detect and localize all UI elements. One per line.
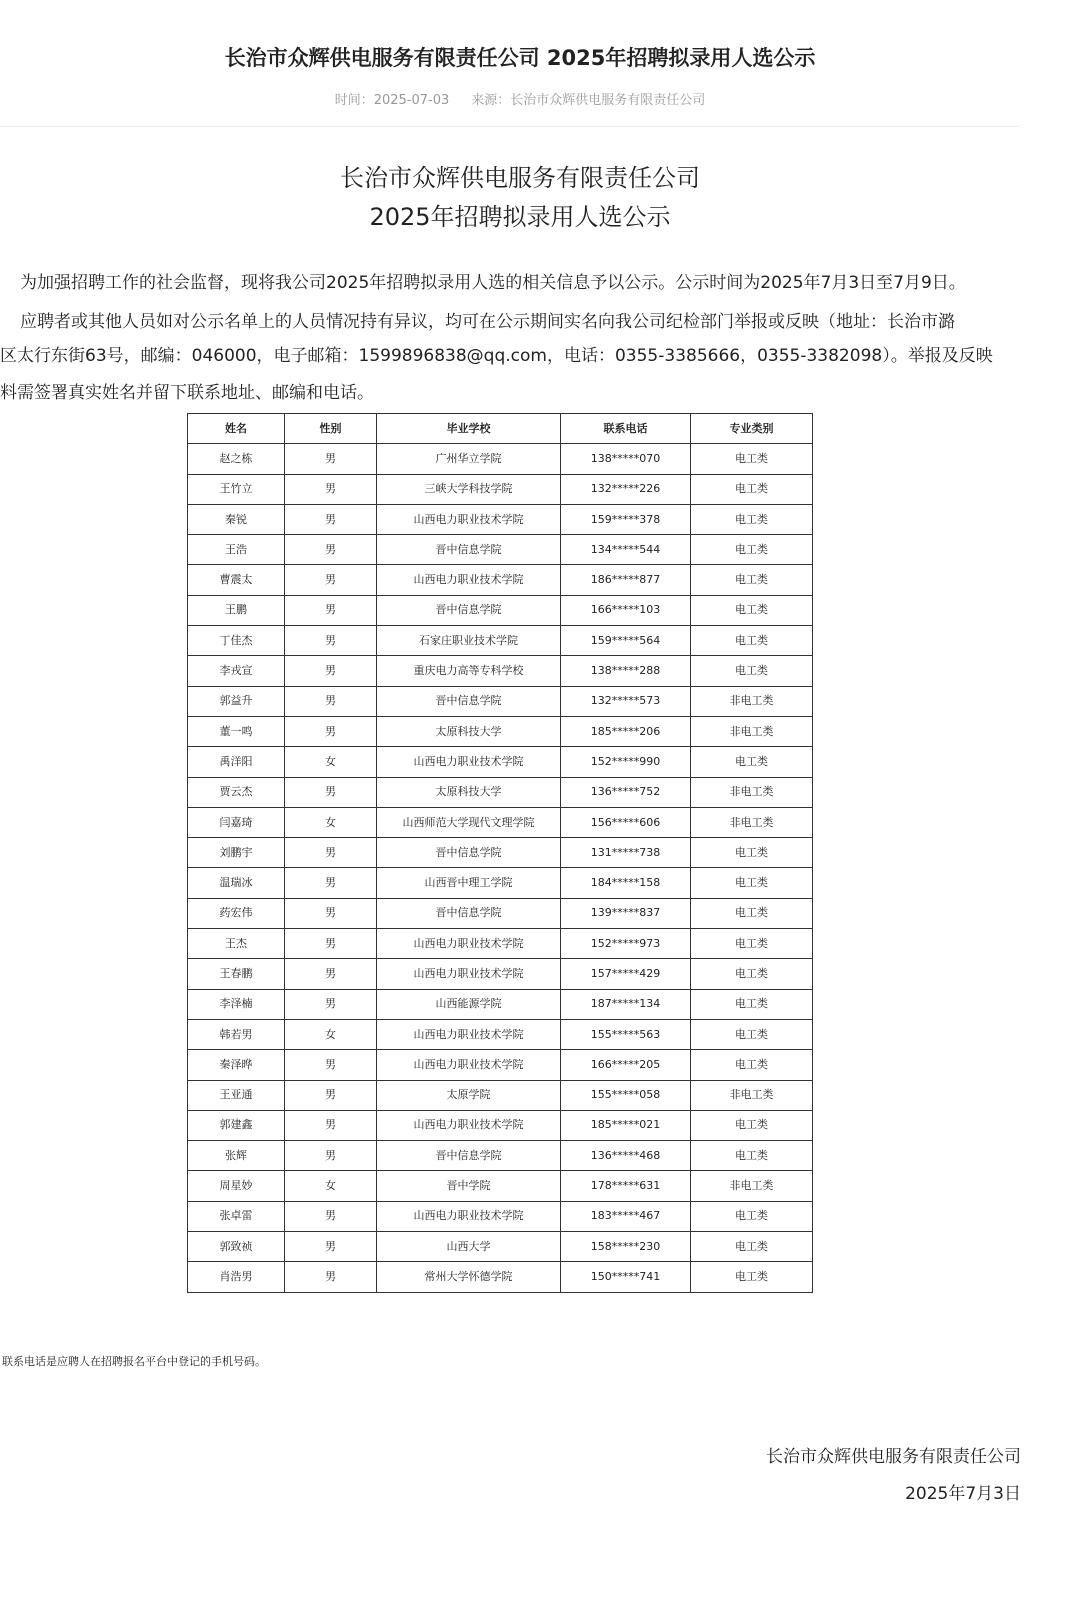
cell-name: 王亚通 [188, 1080, 285, 1110]
cell-phone: 178*****631 [561, 1171, 691, 1201]
cell-major-category: 电工类 [691, 898, 813, 928]
cell-name: 秦锐 [188, 504, 285, 534]
cell-phone: 187*****134 [561, 989, 691, 1019]
cell-phone: 138*****288 [561, 656, 691, 686]
cell-major-category: 非电工类 [691, 686, 813, 716]
cell-school: 山西电力职业技术学院 [377, 929, 561, 959]
table-row [188, 444, 813, 474]
cell-gender: 男 [285, 989, 377, 1019]
cell-school: 晋中信息学院 [377, 686, 561, 716]
table-row [188, 989, 813, 1019]
cell-school: 山西电力职业技术学院 [377, 959, 561, 989]
cell-gender: 男 [285, 838, 377, 868]
cell-major-category: 非电工类 [691, 807, 813, 837]
cell-major-category: 电工类 [691, 747, 813, 777]
cell-gender: 男 [285, 444, 377, 474]
table-row [188, 565, 813, 595]
cell-name: 贾云杰 [188, 777, 285, 807]
cell-school: 广州华立学院 [377, 444, 561, 474]
cell-major-category: 电工类 [691, 1110, 813, 1140]
cell-major-category: 电工类 [691, 1019, 813, 1049]
cell-school: 山西电力职业技术学院 [377, 747, 561, 777]
source-name: 长治市众辉供电服务有限责任公司 [510, 93, 706, 108]
cell-school: 三峡大学科技学院 [377, 474, 561, 504]
cell-name: 药宏伟 [188, 898, 285, 928]
cell-school: 太原学院 [377, 1080, 561, 1110]
cell-major-category: 电工类 [691, 929, 813, 959]
cell-name: 周星妙 [188, 1171, 285, 1201]
cell-school: 晋中信息学院 [377, 595, 561, 625]
cell-school: 晋中信息学院 [377, 838, 561, 868]
cell-major-category: 电工类 [691, 959, 813, 989]
publish-date: 2025-07-03 [373, 93, 450, 108]
cell-major-category: 电工类 [691, 868, 813, 898]
table-row [188, 807, 813, 837]
header-divider [0, 126, 1020, 127]
cell-major-category: 电工类 [691, 535, 813, 565]
table-row [188, 747, 813, 777]
table-row [188, 595, 813, 625]
cell-school: 晋中信息学院 [377, 898, 561, 928]
cell-major-category: 电工类 [691, 1201, 813, 1231]
cell-name: 李泽楠 [188, 989, 285, 1019]
cell-school: 山西师范大学现代文理学院 [377, 807, 561, 837]
cell-phone: 184*****158 [561, 868, 691, 898]
table-row [188, 959, 813, 989]
cell-gender: 女 [285, 1019, 377, 1049]
cell-gender: 男 [285, 1262, 377, 1292]
table-row [188, 1050, 813, 1080]
cell-major-category: 电工类 [691, 838, 813, 868]
cell-phone: 166*****205 [561, 1050, 691, 1080]
cell-name: 王浩 [188, 535, 285, 565]
cell-phone: 158*****230 [561, 1232, 691, 1262]
cell-gender: 男 [285, 929, 377, 959]
cell-school: 太原科技大学 [377, 777, 561, 807]
cell-major-category: 电工类 [691, 656, 813, 686]
cell-phone: 183*****467 [561, 1201, 691, 1231]
cell-name: 秦泽晔 [188, 1050, 285, 1080]
header-name: 姓名 [188, 414, 285, 444]
cell-name: 李戎宣 [188, 656, 285, 686]
cell-name: 郭致祯 [188, 1232, 285, 1262]
cell-name: 曹震太 [188, 565, 285, 595]
cell-gender: 男 [285, 1080, 377, 1110]
objection-paragraph-line1: 应聘者或其他人员如对公示名单上的人员情况持有异议，均可在公示期间实名向我公司纪检部门举报或反映（地址：长治市潞 [20, 312, 955, 332]
cell-name: 闫嘉琦 [188, 807, 285, 837]
cell-major-category: 电工类 [691, 989, 813, 1019]
cell-gender: 男 [285, 626, 377, 656]
header-phone: 联系电话 [561, 414, 691, 444]
cell-phone: 155*****058 [561, 1080, 691, 1110]
table-row [188, 868, 813, 898]
cell-major-category: 电工类 [691, 474, 813, 504]
cell-phone: 138*****070 [561, 444, 691, 474]
cell-gender: 男 [285, 474, 377, 504]
cell-gender: 男 [285, 959, 377, 989]
table-row [188, 626, 813, 656]
cell-phone: 136*****468 [561, 1141, 691, 1171]
cell-name: 张辉 [188, 1141, 285, 1171]
header-major-category: 专业类别 [691, 414, 813, 444]
cell-name: 王杰 [188, 929, 285, 959]
cell-school: 山西电力职业技术学院 [377, 504, 561, 534]
cell-school: 石家庄职业技术学院 [377, 626, 561, 656]
cell-name: 赵之栋 [188, 444, 285, 474]
cell-major-category: 电工类 [691, 1232, 813, 1262]
table-row [188, 898, 813, 928]
cell-phone: 166*****103 [561, 595, 691, 625]
cell-school: 山西能源学院 [377, 989, 561, 1019]
table-body [188, 444, 813, 1292]
table-row [188, 929, 813, 959]
article-meta [0, 89, 1040, 108]
table-row [188, 656, 813, 686]
cell-phone: 152*****973 [561, 929, 691, 959]
cell-gender: 男 [285, 868, 377, 898]
cell-name: 禹洋阳 [188, 747, 285, 777]
cell-name: 温瑞冰 [188, 868, 285, 898]
cell-gender: 男 [285, 595, 377, 625]
cell-school: 山西晋中理工学院 [377, 868, 561, 898]
cell-major-category: 非电工类 [691, 1080, 813, 1110]
table-row [188, 838, 813, 868]
table-row [188, 1110, 813, 1140]
cell-phone: 156*****606 [561, 807, 691, 837]
objection-paragraph-line3: 料需签署真实姓名并留下联系地址、邮编和电话。 [0, 383, 374, 403]
cell-gender: 男 [285, 777, 377, 807]
cell-school: 晋中信息学院 [377, 1141, 561, 1171]
cell-name: 肖浩男 [188, 1262, 285, 1292]
candidate-table [187, 413, 813, 1293]
cell-major-category: 电工类 [691, 444, 813, 474]
cell-phone: 136*****752 [561, 777, 691, 807]
table-row [188, 1262, 813, 1292]
cell-major-category: 电工类 [691, 565, 813, 595]
cell-gender: 男 [285, 1141, 377, 1171]
table-row [188, 1141, 813, 1171]
cell-gender: 男 [285, 1201, 377, 1231]
cell-school: 常州大学怀德学院 [377, 1262, 561, 1292]
cell-school: 晋中信息学院 [377, 535, 561, 565]
cell-gender: 男 [285, 656, 377, 686]
objection-paragraph-line2: 区太行东街63号，邮编：046000，电子邮箱：1599896838@qq.com，电话：0355-3385666，0355-3382098）。举报及反映 [0, 346, 993, 366]
cell-gender: 男 [285, 716, 377, 746]
cell-name: 丁佳杰 [188, 626, 285, 656]
cell-name: 王春鹏 [188, 959, 285, 989]
table-row [188, 535, 813, 565]
cell-gender: 男 [285, 504, 377, 534]
cell-phone: 159*****378 [561, 504, 691, 534]
cell-phone: 185*****021 [561, 1110, 691, 1140]
cell-school: 山西电力职业技术学院 [377, 1019, 561, 1049]
cell-gender: 男 [285, 686, 377, 716]
cell-phone: 185*****206 [561, 716, 691, 746]
cell-major-category: 非电工类 [691, 777, 813, 807]
signature-company: 长治市众辉供电服务有限责任公司 [766, 1447, 1021, 1467]
table-row [188, 777, 813, 807]
cell-school: 山西电力职业技术学院 [377, 565, 561, 595]
cell-gender: 女 [285, 1171, 377, 1201]
cell-phone: 150*****741 [561, 1262, 691, 1292]
table-footnote: 联系电话是应聘人在招聘报名平台中登记的手机号码。 [2, 1355, 266, 1368]
cell-name: 王竹立 [188, 474, 285, 504]
document-heading-line2: 2025年招聘拟录用人选公示 [369, 203, 671, 231]
cell-gender: 男 [285, 1050, 377, 1080]
cell-major-category: 电工类 [691, 1141, 813, 1171]
cell-name: 韩若男 [188, 1019, 285, 1049]
intro-paragraph: 为加强招聘工作的社会监督，现将我公司2025年招聘拟录用人选的相关信息予以公示。公示时间为2025年7月3日至7月9日。 [20, 273, 966, 293]
cell-school: 山西电力职业技术学院 [377, 1050, 561, 1080]
signature-date: 2025年7月3日 [905, 1484, 1021, 1504]
table-header-row [188, 414, 813, 444]
cell-gender: 女 [285, 747, 377, 777]
document-heading-line1: 长治市众辉供电服务有限责任公司 [340, 164, 700, 192]
table-row [188, 686, 813, 716]
cell-major-category: 电工类 [691, 595, 813, 625]
source-label: 来源： [471, 93, 511, 108]
cell-phone: 159*****564 [561, 626, 691, 656]
table-row [188, 716, 813, 746]
cell-major-category: 非电工类 [691, 1171, 813, 1201]
cell-phone: 131*****738 [561, 838, 691, 868]
cell-gender: 男 [285, 1232, 377, 1262]
cell-name: 郭益升 [188, 686, 285, 716]
cell-school: 山西电力职业技术学院 [377, 1110, 561, 1140]
table-row [188, 1080, 813, 1110]
cell-phone: 155*****563 [561, 1019, 691, 1049]
table-row [188, 474, 813, 504]
cell-phone: 157*****429 [561, 959, 691, 989]
table-row [188, 1201, 813, 1231]
cell-school: 太原科技大学 [377, 716, 561, 746]
cell-school: 晋中学院 [377, 1171, 561, 1201]
cell-name: 张卓雷 [188, 1201, 285, 1231]
cell-major-category: 电工类 [691, 1050, 813, 1080]
cell-gender: 男 [285, 535, 377, 565]
cell-name: 郭建鑫 [188, 1110, 285, 1140]
article-title: 长治市众辉供电服务有限责任公司 2025年招聘拟录用人选公示 [224, 46, 816, 70]
table-row [188, 1019, 813, 1049]
cell-major-category: 非电工类 [691, 716, 813, 746]
cell-school: 重庆电力高等专科学校 [377, 656, 561, 686]
cell-gender: 男 [285, 898, 377, 928]
cell-major-category: 电工类 [691, 1262, 813, 1292]
header-gender: 性别 [285, 414, 377, 444]
cell-school: 山西大学 [377, 1232, 561, 1262]
cell-phone: 134*****544 [561, 535, 691, 565]
cell-name: 刘鹏宇 [188, 838, 285, 868]
cell-school: 山西电力职业技术学院 [377, 1201, 561, 1231]
cell-phone: 139*****837 [561, 898, 691, 928]
cell-phone: 152*****990 [561, 747, 691, 777]
table-row [188, 1232, 813, 1262]
cell-gender: 男 [285, 565, 377, 595]
table-row [188, 504, 813, 534]
cell-gender: 女 [285, 807, 377, 837]
cell-phone: 132*****573 [561, 686, 691, 716]
cell-name: 董一鸣 [188, 716, 285, 746]
cell-major-category: 电工类 [691, 504, 813, 534]
header-school: 毕业学校 [377, 414, 561, 444]
cell-name: 王鹏 [188, 595, 285, 625]
cell-phone: 186*****877 [561, 565, 691, 595]
cell-major-category: 电工类 [691, 626, 813, 656]
table-row [188, 1171, 813, 1201]
time-label: 时间： [334, 93, 374, 108]
cell-gender: 男 [285, 1110, 377, 1140]
cell-phone: 132*****226 [561, 474, 691, 504]
